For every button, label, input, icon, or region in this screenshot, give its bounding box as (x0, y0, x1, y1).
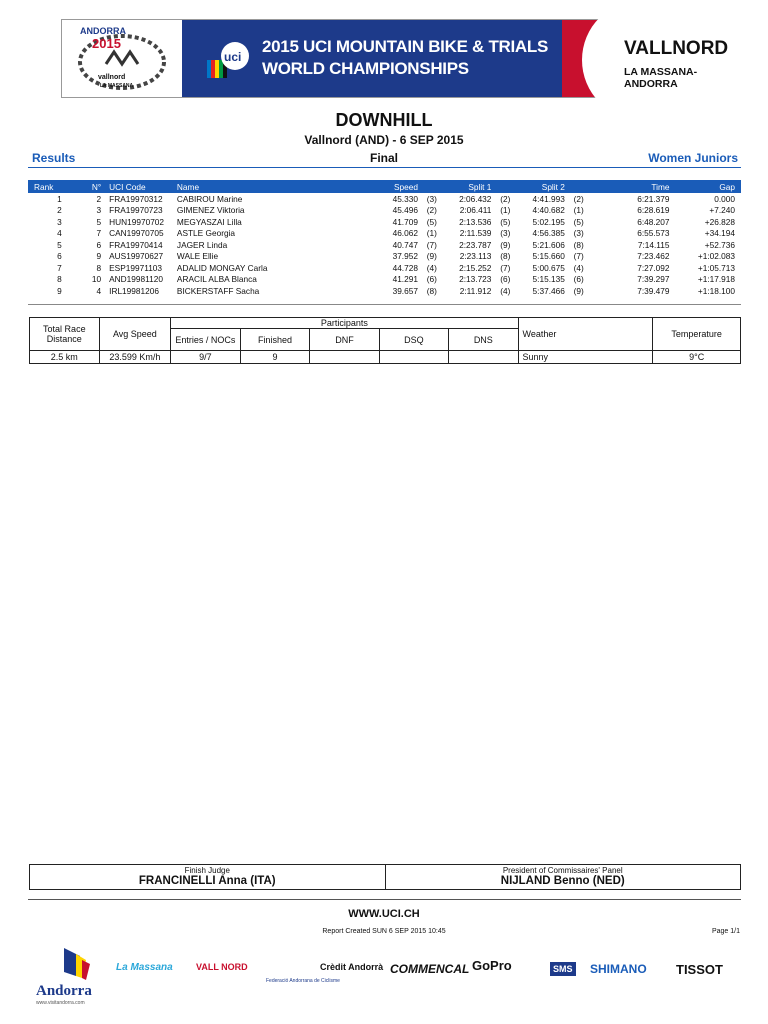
cell-speed: 41.291 (392, 274, 418, 285)
cell-split2-pos: (6) (573, 274, 584, 285)
championship-title-line2: WORLD CHAMPIONSHIPS (262, 59, 469, 78)
president-name: NIJLAND Benno (NED) (500, 875, 625, 887)
andorra-flag-icon (36, 942, 106, 982)
cell-split1-pos: (9) (500, 239, 511, 250)
cell-split2: 4:41.993 (532, 193, 565, 204)
cell-time: 6:28.619 (637, 205, 670, 216)
cell-gap: +7.240 (709, 205, 735, 216)
cell-rank: 8 (57, 274, 62, 285)
cell-time: 6:48.207 (637, 216, 670, 227)
officials-box (29, 864, 741, 890)
championship-title (262, 36, 592, 80)
commencal-logo: COMMENCAL (390, 962, 470, 976)
logo-andorra-text: ANDORRA (80, 26, 126, 36)
andorra-wordmark: Andorra (36, 983, 92, 999)
championship-title-line1: 2015 UCI MOUNTAIN BIKE & TRIALS (262, 37, 549, 56)
cell-speed: 39.657 (392, 285, 418, 296)
results-table (28, 180, 741, 297)
cell-split2: 4:40.682 (532, 205, 565, 216)
cell-split2: 4:56.385 (532, 228, 565, 239)
cell-rank: 2 (57, 205, 62, 216)
cell-split2: 5:15.660 (532, 251, 565, 262)
temperature-value: 9°C (653, 351, 741, 364)
cell-time: 7:39.479 (637, 285, 670, 296)
dns-header: DNS (449, 329, 518, 351)
cell-gap: +1:17.918 (697, 274, 735, 285)
cell-rank: 5 (57, 239, 62, 250)
cell-split1-pos: (1) (500, 205, 511, 216)
cell-uci: ESP19971103 (109, 262, 163, 273)
cell-split2-pos: (1) (573, 205, 584, 216)
cell-uci: IRL19981206 (109, 285, 159, 296)
dns-value (449, 351, 518, 364)
entries-header: Entries / NOCs (171, 329, 241, 351)
cell-rank: 9 (57, 285, 62, 296)
cell-speed: 41.709 (392, 216, 418, 227)
weather-header: Weather (518, 318, 653, 351)
cell-split1: 2:13.536 (459, 216, 492, 227)
cell-time: 7:39.297 (637, 274, 670, 285)
cell-rank: 1 (57, 193, 62, 204)
finish-judge-cell (30, 865, 385, 889)
col-uci-code: UCI Code (103, 180, 175, 193)
cell-split1-pos: (8) (500, 251, 511, 262)
uci-badge-text: uci (224, 50, 242, 64)
cell-split2-pos: (3) (573, 228, 584, 239)
cell-uci: FRA19970723 (109, 205, 163, 216)
total-distance-value: 2.5 km (30, 351, 100, 364)
col-time: Time (591, 180, 672, 193)
cell-split1-pos: (5) (500, 216, 511, 227)
venue-place: LA MASSANA-ANDORRA (624, 66, 698, 90)
cell-name: ASTLE Georgia (176, 228, 236, 239)
dnf-value (310, 351, 379, 364)
andorra-2015-logo (62, 20, 182, 97)
col-rank: Rank (28, 180, 64, 193)
footer-divider (28, 899, 741, 900)
cell-rank: 6 (57, 251, 62, 262)
cell-speed-pos: (8) (426, 285, 437, 296)
total-distance-header: Total Race Distance (30, 318, 100, 351)
cell-rank: 7 (57, 262, 62, 273)
cell-split1: 2:11.912 (459, 285, 492, 296)
cell-no: 10 (91, 274, 102, 285)
cell-split1-pos: (7) (500, 262, 511, 273)
cell-rank: 4 (57, 228, 62, 239)
cell-split1: 2:13.723 (459, 274, 492, 285)
weather-value: Sunny (518, 351, 653, 364)
sponsor-strip (28, 942, 741, 1014)
page-number: Page 1/1 (711, 928, 740, 935)
cell-speed: 45.496 (392, 205, 418, 216)
finished-value: 9 (240, 351, 310, 364)
banner-white-curve (582, 0, 729, 120)
col-number: N° (64, 180, 103, 193)
cell-no: 5 (96, 216, 102, 227)
footer-url-link[interactable]: WWW.UCI.CH (348, 908, 420, 920)
cell-speed-pos: (7) (426, 239, 437, 250)
dnf-header: DNF (310, 329, 379, 351)
location-date: Vallnord (AND) - 6 SEP 2015 (304, 133, 464, 147)
table-row (28, 285, 741, 297)
cell-name: BICKERSTAFF Sacha (176, 285, 260, 296)
cell-uci: FRA19970414 (109, 239, 163, 250)
table-row (28, 262, 741, 274)
cell-no: 4 (96, 285, 102, 296)
cell-speed-pos: (1) (426, 228, 437, 239)
cell-speed-pos: (6) (426, 274, 437, 285)
cell-time: 7:27.092 (637, 262, 670, 273)
results-bottom-rule (28, 304, 741, 305)
logo-sub-text: LA MASSANA (100, 83, 134, 89)
president-role: President of Commissaires' Panel (502, 866, 623, 875)
federacio-logo: Federació Andorrana de Ciclisme (266, 978, 340, 984)
cell-split1: 2:23.787 (459, 239, 492, 250)
logo-brand-text: vallnord (98, 74, 126, 81)
cell-rank: 3 (57, 216, 62, 227)
cell-speed: 44.728 (392, 262, 418, 273)
cell-split2-pos: (9) (573, 285, 584, 296)
col-split2: Split 2 (517, 180, 567, 193)
finished-header: Finished (240, 329, 310, 351)
discipline-title: DOWNHILL (335, 110, 433, 130)
col-gap: Gap (672, 180, 741, 193)
cell-name: WALE Ellie (176, 251, 219, 262)
cell-no: 6 (96, 239, 102, 250)
cell-time: 7:23.462 (637, 251, 670, 262)
cell-split1: 2:11.539 (459, 228, 492, 239)
table-row (28, 205, 741, 217)
cell-name: CABIROU Marine (176, 193, 243, 204)
cell-time: 7:14.115 (637, 239, 670, 250)
cell-split2-pos: (5) (573, 216, 584, 227)
cell-split2: 5:21.606 (532, 239, 565, 250)
gopro-logo: GoPro (472, 958, 512, 973)
summary-table (29, 317, 741, 364)
cell-gap: +26.828 (704, 216, 735, 227)
avg-speed-header: Avg Speed (99, 318, 171, 351)
avg-speed-value: 23.599 Km/h (99, 351, 171, 364)
cell-name: GIMENEZ Viktoria (176, 205, 245, 216)
cell-split2-pos: (7) (573, 251, 584, 262)
cell-name: ARACIL ALBA Blanca (176, 274, 257, 285)
cell-name: JAGER Linda (176, 239, 228, 250)
cell-split2: 5:00.675 (532, 262, 565, 273)
phase-label: Final (369, 151, 398, 165)
cell-gap: 0.000 (714, 193, 735, 204)
table-row (28, 239, 741, 251)
cell-no: 3 (96, 205, 102, 216)
cell-gap: +52.736 (704, 239, 735, 250)
cell-speed: 37.952 (392, 251, 418, 262)
cell-gap: +34.194 (704, 228, 735, 239)
cell-time: 6:21.379 (637, 193, 670, 204)
cell-uci: CAN19970705 (109, 228, 164, 239)
table-row (28, 228, 741, 240)
cell-split2: 5:02.195 (532, 216, 565, 227)
credit-andorra-logo: Crèdit Andorrà (320, 962, 384, 972)
dsq-header: DSQ (379, 329, 448, 351)
cell-uci: FRA19970312 (109, 193, 163, 204)
cell-no: 9 (96, 251, 102, 262)
cell-split2: 5:37.466 (532, 285, 565, 296)
shimano-logo: SHIMANO (590, 962, 647, 976)
table-row (28, 274, 741, 286)
andorra-logo (36, 942, 106, 1014)
cell-split2-pos: (8) (573, 239, 584, 250)
cell-name: ADALID MONGAY Carla (176, 262, 268, 273)
president-cell (385, 865, 741, 889)
cell-split1: 2:06.411 (459, 205, 492, 216)
col-split1: Split 1 (444, 180, 494, 193)
tissot-logo: TISSOT (676, 962, 723, 977)
cell-gap: +1:05.713 (697, 262, 735, 273)
table-row (28, 251, 741, 263)
cell-split2-pos: (2) (573, 193, 584, 204)
cell-time: 6:55.573 (637, 228, 670, 239)
cell-split1: 2:23.113 (459, 251, 492, 262)
cell-name: MEGYASZAI Lilla (176, 216, 242, 227)
table-row (28, 193, 741, 205)
cell-speed: 45.330 (392, 193, 418, 204)
header-banner (61, 19, 729, 98)
dsq-value (379, 351, 448, 364)
cell-gap: +1:18.100 (697, 285, 735, 296)
logo-year-text: 2015 (92, 36, 121, 51)
cell-uci: HUN19970702 (109, 216, 165, 227)
cell-uci: AND19981120 (109, 274, 163, 285)
results-header-row (28, 180, 741, 193)
andorra-url: www.visitandorra.com (36, 1000, 85, 1006)
cell-no: 7 (96, 228, 102, 239)
entries-value: 9/7 (171, 351, 241, 364)
cell-no: 2 (96, 193, 102, 204)
cell-split1: 2:15.252 (459, 262, 492, 273)
cell-speed-pos: (2) (426, 205, 437, 216)
col-name: Name (175, 180, 363, 193)
participants-header: Participants (171, 318, 518, 329)
cell-speed: 40.747 (392, 239, 418, 250)
cell-no: 8 (96, 262, 102, 273)
finish-judge-name: FRANCINELLI Anna (ITA) (138, 875, 276, 887)
cell-split2: 5:15.135 (532, 274, 565, 285)
divider (28, 167, 741, 168)
col-speed: Speed (363, 180, 420, 193)
finish-judge-role: Finish Judge (184, 866, 230, 875)
cell-split1-pos: (2) (500, 193, 511, 204)
cell-speed-pos: (9) (426, 251, 437, 262)
vallnord-logo: VALL NORD (196, 962, 248, 972)
temperature-header: Temperature (653, 318, 741, 351)
cell-split1: 2:06.432 (459, 193, 492, 204)
cell-speed-pos: (3) (426, 193, 437, 204)
category-label: Women Juniors (648, 151, 738, 165)
cell-split2-pos: (4) (573, 262, 584, 273)
cell-split1-pos: (4) (500, 285, 511, 296)
cell-uci: AUS19970627 (109, 251, 164, 262)
cell-speed: 46.062 (392, 228, 418, 239)
venue-name: VALLNORD (624, 38, 729, 59)
cell-gap: +1:02.083 (697, 251, 735, 262)
la-massana-logo: La Massana (116, 962, 173, 973)
uci-logo-icon (205, 40, 257, 80)
section-label: Results (32, 151, 76, 165)
cell-speed-pos: (4) (426, 262, 437, 273)
report-created: Report Created SUN 6 SEP 2015 10:45 (322, 928, 446, 935)
table-row (28, 216, 741, 228)
cell-split1-pos: (3) (500, 228, 511, 239)
sms-logo: SMS (550, 962, 576, 976)
cell-speed-pos: (5) (426, 216, 437, 227)
cell-split1-pos: (6) (500, 274, 511, 285)
